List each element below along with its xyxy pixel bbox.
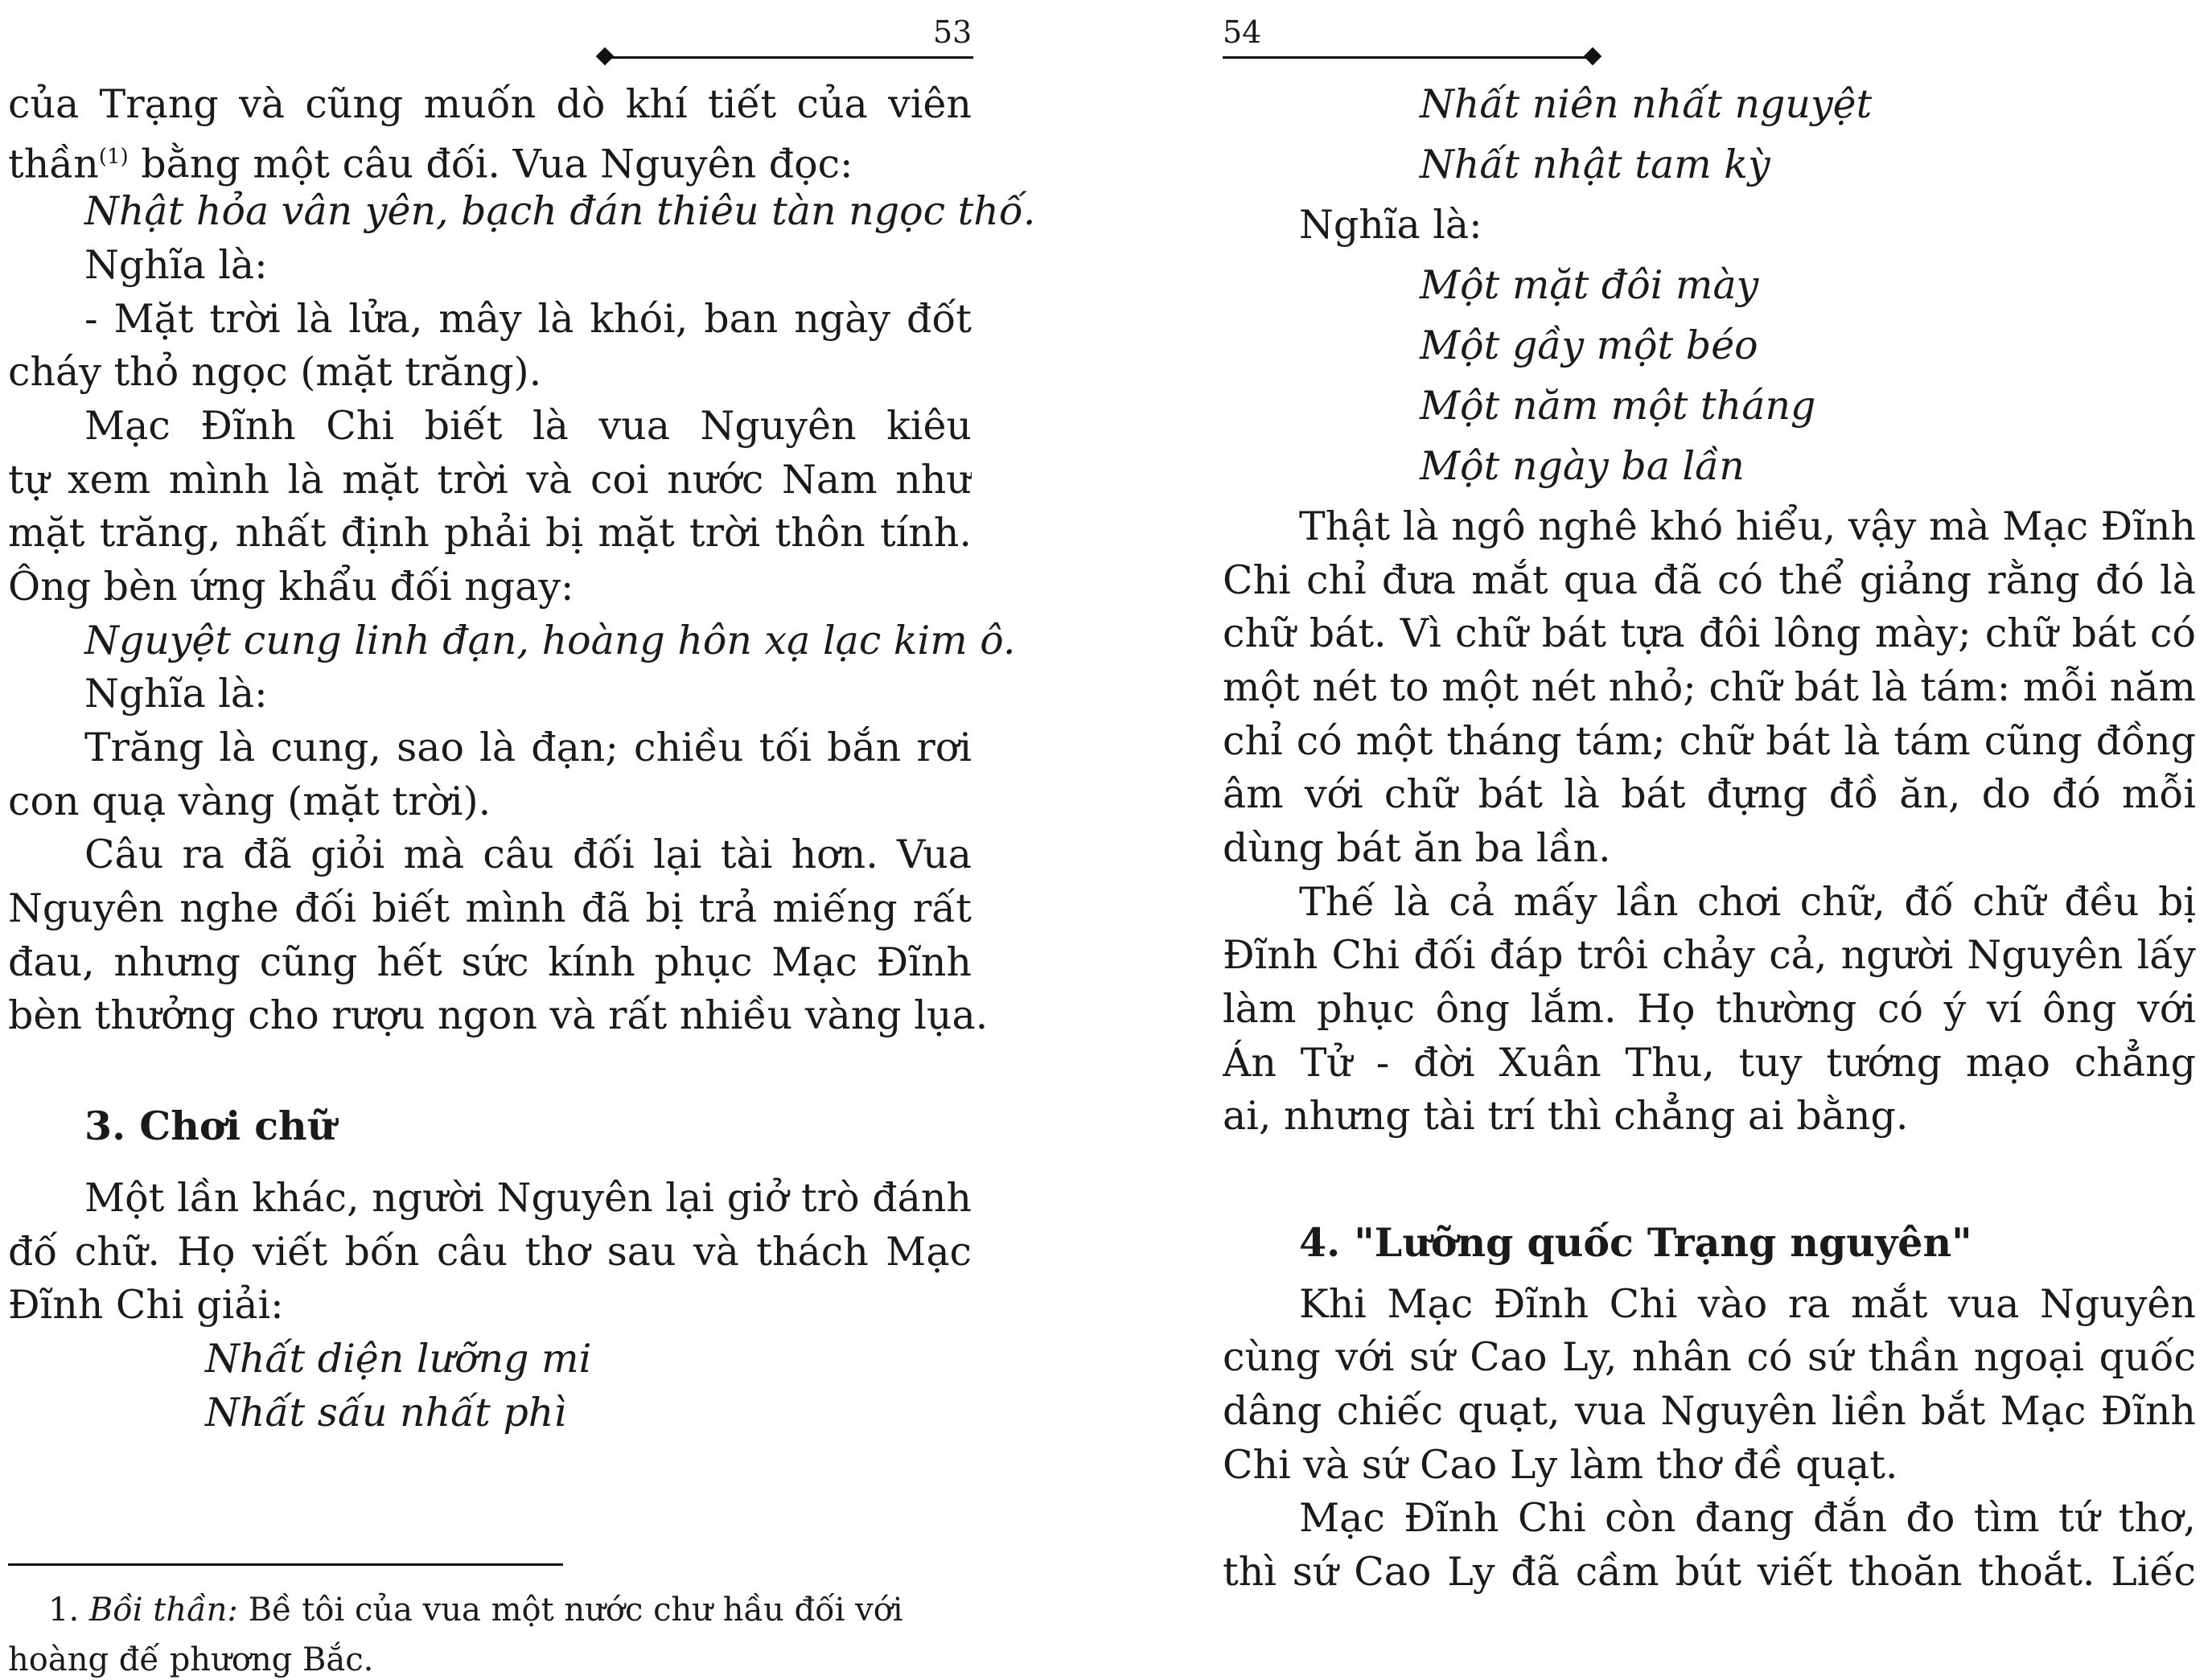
- text-line: dùng bát ăn ba lần.: [1223, 825, 1611, 871]
- left-page: [0, 0, 1036, 1678]
- text-line: Nguyên nghe đối biết mình đã bị trả miếng rất: [8, 885, 972, 931]
- text-line: Một ngày ba lần: [1420, 443, 1745, 489]
- text-line: làm phục ông lắm. Họ thường có ý ví ông với: [1223, 986, 2196, 1032]
- text-line: Chi chỉ đưa mắt qua đã có thể giảng rằng đó là: [1223, 557, 2196, 603]
- text-line: 4. "Lưỡng quốc Trạng nguyên": [1299, 1219, 1972, 1266]
- text-line: Thật là ngô nghê khó hiểu, vậy mà Mạc Đĩnh: [1299, 503, 2196, 549]
- text-line: cháy thỏ ngọc (mặt trăng).: [8, 349, 542, 395]
- footnote-marker: 1.: [48, 1592, 89, 1629]
- text-line: Trăng là cung, sao là đạn; chiều tối bắn rơi: [84, 725, 972, 770]
- header-rule: [1223, 56, 1591, 59]
- text-line: 3. Chơi chữ: [84, 1103, 336, 1149]
- text-line: Nhật hỏa vân yên, bạch đán thiêu tàn ngọc thố.: [84, 188, 1036, 234]
- text-fragment: thần: [8, 141, 99, 187]
- text-line: Nhất nhật tam kỳ: [1420, 142, 1770, 187]
- text-line: bèn thưởng cho rượu ngon và rất nhiều vàng lụa.: [8, 992, 989, 1038]
- text-line: ai, nhưng tài trí thì chẳng ai bằng.: [1223, 1093, 1909, 1139]
- text-line: Nhất niên nhất nguyệt: [1420, 81, 1873, 127]
- text-line: Một gầy một béo: [1420, 322, 1758, 368]
- text-line: Chi và sứ Cao Ly làm thơ đề quạt.: [1223, 1442, 1898, 1488]
- text-line: Nghĩa là:: [1299, 202, 1482, 248]
- text-line: Án Tử - đời Xuân Thu, tuy tướng mạo chẳng: [1223, 1040, 2196, 1086]
- page-number: 54: [1223, 14, 1262, 50]
- text-line: Một lần khác, người Nguyên lại giở trò đánh: [84, 1175, 972, 1221]
- page-number: 53: [933, 14, 972, 50]
- text-line: Nhất diện lưỡng mi: [205, 1336, 592, 1382]
- footnote-text: Bề tôi của vua một nước chư hầu đối với: [237, 1592, 903, 1629]
- text-line: Câu ra đã giỏi mà câu đối lại tài hơn. Vua: [84, 832, 972, 877]
- text-line: cùng với sứ Cao Ly, nhân có sứ thần ngoại quốc: [1223, 1334, 2196, 1380]
- text-line: Nghĩa là:: [84, 671, 268, 717]
- text-line: dâng chiếc quạt, vua Nguyên liền bắt Mạc Đĩnh: [1223, 1388, 2196, 1434]
- text-line: đau, nhưng cũng hết sức kính phục Mạc Đĩnh: [8, 939, 972, 985]
- text-line: chỉ có một tháng tám; chữ bát là tám cũng đồng: [1223, 718, 2196, 764]
- rule-diamond-icon: [1584, 47, 1602, 66]
- right-page: [1223, 0, 2196, 1662]
- text-fragment: bằng một câu đối. Vua Nguyên đọc:: [128, 141, 853, 187]
- text-line: Khi Mạc Đĩnh Chi vào ra mắt vua Nguyên: [1299, 1281, 2196, 1327]
- footnote-line-2: hoàng đế phương Bắc.: [8, 1641, 374, 1678]
- text-line: tự xem mình là mặt trời và coi nước Nam như: [8, 457, 972, 503]
- text-line: Đĩnh Chi đối đáp trôi chảy cả, người Nguyên lấy: [1223, 932, 2196, 978]
- text-line: một nét to một nét nhỏ; chữ bát là tám: mỗi năm: [1223, 664, 2196, 710]
- text-line: Nhất sấu nhất phì: [205, 1390, 567, 1436]
- footnote-term: Bồi thần:: [88, 1592, 238, 1629]
- text-line: Đĩnh Chi giải:: [8, 1282, 284, 1328]
- text-line: Mạc Đĩnh Chi biết là vua Nguyên kiêu: [84, 403, 972, 449]
- footnote-ref[interactable]: (1): [98, 145, 129, 169]
- text-line: Một mặt đôi mày: [1420, 262, 1759, 308]
- footnote-line-1: [48, 1590, 903, 1630]
- text-line: Một năm một tháng: [1420, 383, 1816, 429]
- text-line: chữ bát. Vì chữ bát tựa đôi lông mày; chữ bát có: [1223, 610, 2196, 656]
- text-line: Thế là cả mấy lần chơi chữ, đố chữ đều bị: [1299, 879, 2196, 925]
- text-line: mặt trăng, nhất định phải bị mặt trời thôn tính.: [8, 510, 972, 556]
- text-line: Nguyệt cung linh đạn, hoàng hôn xạ lạc kim ô.: [84, 618, 1016, 663]
- text-line: của Trạng và cũng muốn dò khí tiết của viên: [8, 81, 972, 127]
- header-rule: [605, 56, 973, 59]
- text-line: Ông bèn ứng khẩu đối ngay:: [8, 564, 574, 610]
- text-line: âm với chữ bát là bát đựng đồ ăn, do đó mỗi: [1223, 771, 2196, 817]
- text-line: [8, 133, 853, 188]
- text-line: con quạ vàng (mặt trời).: [8, 778, 491, 824]
- text-line: Nghĩa là:: [84, 242, 268, 288]
- text-line: Mạc Đĩnh Chi còn đang đắn đo tìm tứ thơ,: [1299, 1495, 2196, 1541]
- text-line: - Mặt trời là lửa, mây là khói, ban ngày đốt: [84, 296, 972, 342]
- text-line: đố chữ. Họ viết bốn câu thơ sau và thách Mạc: [8, 1229, 972, 1275]
- footnote-rule: [8, 1563, 563, 1566]
- text-line: thì sứ Cao Ly đã cầm bút viết thoăn thoắt. Liếc: [1223, 1549, 2196, 1595]
